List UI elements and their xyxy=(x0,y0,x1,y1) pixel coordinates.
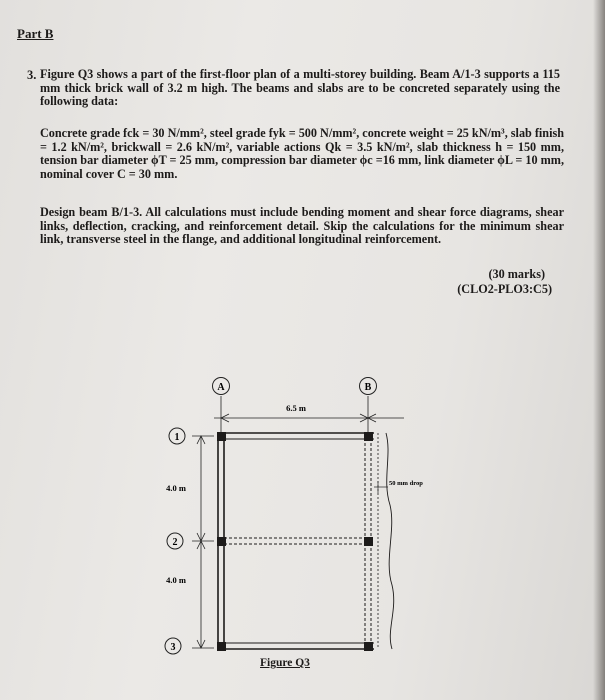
figure-caption: Figure Q3 xyxy=(260,657,310,669)
question-task: Design beam B/1-3. All calculations must include bending moment and shear force diagrams, shear links, deflection, cracking, and reinforcement detail. Skip the calculations for the minimum shear link, transverse steel in the flange, and additional longitudinal reinforcement. xyxy=(40,205,564,246)
column-a3 xyxy=(217,642,226,651)
grid-number-1: 1 xyxy=(174,432,180,443)
marks-label: (30 marks) xyxy=(488,267,545,281)
grid-bubble-3 xyxy=(165,638,181,654)
grid-letter-b: B xyxy=(364,382,372,393)
columns xyxy=(217,432,373,651)
span-ab-label: 6.5 m xyxy=(286,403,306,413)
span-23-label: 4.0 m xyxy=(166,575,186,585)
grid-bubble-2 xyxy=(167,533,183,549)
grid-bubble-a xyxy=(213,378,230,395)
drop-marker xyxy=(374,481,388,493)
question-data: Concrete grade fck = 30 N/mm², steel grade fyk = 500 N/mm², concrete weight = 25 kN/m³, slab finish = 1.2 kN/m², brickwall = 2.6 kN/m², variable actions Qk = 3.5 kN/m², slab thickness h = 150 mm, tension bar diameter ϕT = 25 mm, compression bar diameter ϕc =16 mm, link diameter ϕL = 10 mm, nominal cover C = 30 mm. xyxy=(40,126,564,181)
part-heading: Part B xyxy=(17,26,54,41)
grid-letter-a: A xyxy=(217,382,225,393)
column-a1 xyxy=(217,432,226,441)
column-b3 xyxy=(364,642,373,651)
column-b2 xyxy=(364,537,373,546)
question-intro: Figure Q3 shows a part of the first-floor plan of a multi-storey building. Beam A/1-3 supports a 115 mm thick brick wall of 3.2 m high. The beams and slabs are to be concreted separately using the following data: xyxy=(40,67,560,108)
column-b1 xyxy=(364,432,373,441)
column-a2 xyxy=(217,537,226,546)
drop-note: 50 mm drop xyxy=(389,480,423,487)
grid-number-2: 2 xyxy=(172,537,178,548)
dimension-ab xyxy=(214,396,404,436)
grid-bubble-1 xyxy=(169,428,185,444)
span-12-label: 4.0 m xyxy=(166,483,186,493)
grid-number-3: 3 xyxy=(170,642,176,653)
dimension-left xyxy=(192,436,214,648)
question-number: 3. xyxy=(27,68,37,82)
clo-label: (CLO2-PLO3:C5) xyxy=(457,282,552,296)
grid-bubble-b xyxy=(360,378,377,395)
